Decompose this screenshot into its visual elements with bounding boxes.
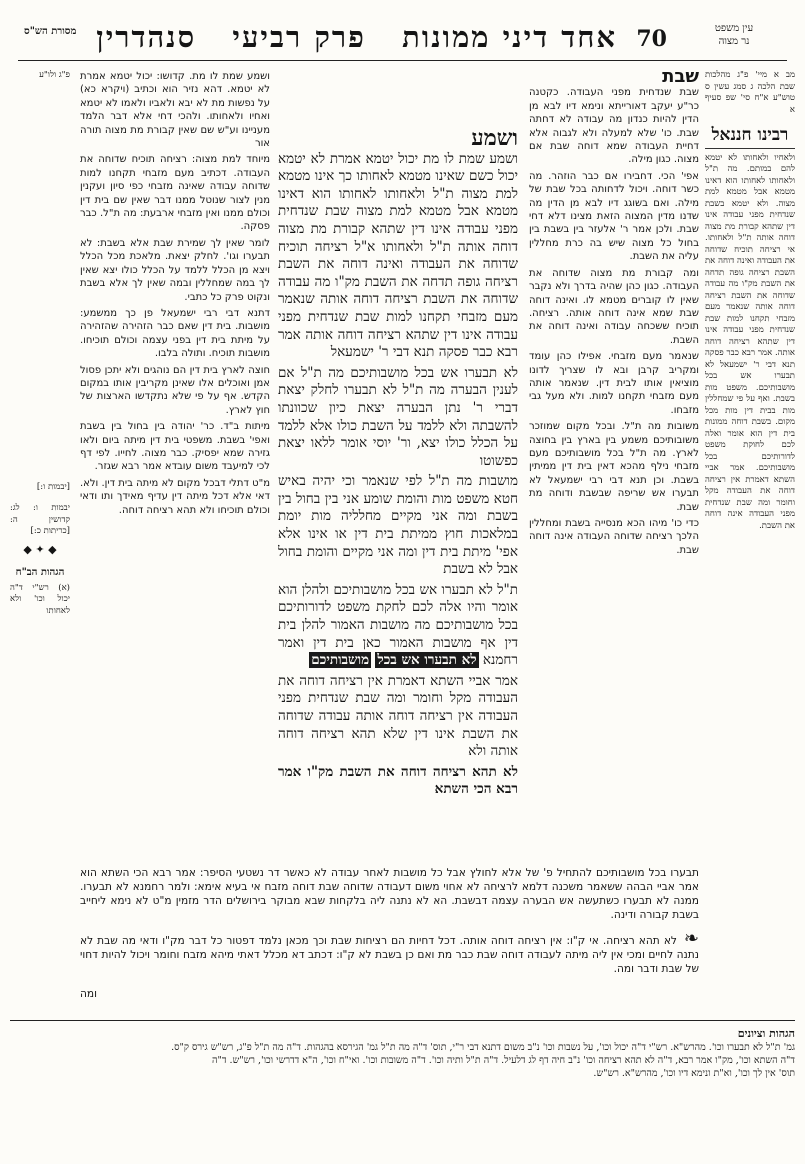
- mesoret-label: מסורת הש"ס: [24, 26, 77, 37]
- footer-notes: [10, 1020, 795, 1080]
- side-reference: [יבמות ו:]: [36, 481, 70, 492]
- rabbenu-chananel-title: רבינו חננאל: [711, 125, 789, 145]
- divider: [705, 148, 795, 149]
- tosafot-paragraph: מ"ט דתלי דבכל מקום לא מיתה בית דין. ולא. דאי אלא דכל מיתה דין עדיף מאידך ותו ודאי וכולם תוכיחו ולא תהא רציחה דוחה.: [80, 477, 270, 516]
- gemara-paragraph: ושמע שמת לו מת יכול יטמא אמרת לא יטמא יכול כשם שאינו מטמא לאחותו כך אינו מטמא למת מצוה ת"ל ולאחותו לאחותו הוא דאינו מטמא אבל מטמא למת מצוה שבת שנדחית מפני עבודה אינו דין שתהא קבורת מת מצוה דוחה אותה ת"ל ולאחותו א"ל רציחה תוכיח שדוחה את העבודה ואינה דוחה את השבת רציחה גופה תדחה את השבת מק"ו מה עבודה שדוחה את השבת רציחה דוחה אותה שנאמר מעם מזבחי תקחנו למות שבת שנדחית מפני עבודה אינו דין שתהא רציחה דוחה אותה אמר רבא כבר פסקה תנא דבי ר' ישמעאל: [278, 150, 518, 361]
- bottom-text: לא תהא רציחה. אי ק"ו: אין רציחה דוחה אותה. דכל דחיות הם רציחות שבת וכך מכאן נלמד דפטור כל דבר מק"ו ודאי מה שבת לא נתנה לחיים ומכי אין ליה מיתה לעבודה דוחה שבת כבר מת ואם כן בשבת לא ק"ו: דכתב דא מכלל דאתי מיהא מזבח וחומר ויכול להיות דחוי של שבת ודבר ומה.: [80, 935, 699, 976]
- rashi-paragraph: ומה קבורת מת מצוה שדוחה את העבודה. כגון כהן שהיה בדרך ולא נקבר שאין לו קוברים מטמא לו. ואינה דוחה שבת שמא אינה דוחה אותה. רציחה. תוכיח ששכחה עבודה ואינה דוחה את השבת.: [529, 267, 699, 346]
- rashi-paragraph: אפי' הכי. דחבירו אם כבר הוזהר. מה כשר דוחה. ויכול לדחותה בכל שבת של מילה. ואם בשוגג דיו לבא מן הדין מה שדנו מדין המצוה הזאת מצינו דלא דחי שבת. ולכן אמר ר' אלעזר בין בשבת בין בחול כל מצוה שיש בה כרת מחללין עליה את השבת.: [529, 170, 699, 263]
- ein-mishpat-label: עין משפט נר מצוה: [714, 23, 754, 47]
- rashi-paragraph: שנאמר מעם מזבחי. אפילו כהן עומד ומקריב קרבן ובא לו שצריך לדונו מוציאין אותו לבית דין. שנאמר אותה מעם מזבחי תקחנו למות. ולא מעל גבי מזבחו.: [529, 351, 699, 416]
- tosafot-paragraph: חוצה לארץ בית דין הם נוהגים ולא יתכן פסול אמן ואוכלים אלו שאינן מקריבין אותו במקום הקדש. אף על פי שלא נתקדשו הארצות של חוץ לארץ.: [80, 364, 270, 416]
- page-title: אחד דיני ממונות פרק רביעי סנהדרין: [96, 20, 617, 54]
- rabbenu-chananel-text: ולאחיו ולאחותו לא יטמא להם במותם. מה ת"ל ולאחותו לאחותו הוא דאינו מטמא אבל מטמא למת מצוה. ולא יטמא בשבת שנדחית מפני עבודה אינו דין שתהא קבורת מת מצוה דוחה אותה ת"ל ולאחותו. אי רציחה תוכיח שדוחה את העבודה ואינה דוחה את השבת רציחה גופה תדחה את השבת מק"ו מה עבודה שדוחה את השבת רציחה דוחה אותה שנאמר מעם מזבחי תקחנו למות שבת שנדחית מפני עבודה אינו דין שתהא רציחה דוחה אותה. אמר רבא כבר פסקה תנא דבי ר' ישמעאל לא תבערו אש בכל מושבותיכם. משפט מות בשבת. ואף על פי שמחללין מות בבית דין מות מכל מקום. בשבת דוחה ממונות בית דין הוא אומר ואלה לכם לחוקת משפט לדורותיכם בכל מושבותיכם. אמר אביי השתא דאמרת אין רציחה דוחה את העבודה מקל וחומר ומה שבת שנדחית מפני העבודה אינה דוחה את השבת.: [705, 152, 795, 531]
- side-reference: יבמות ו: לג: קדושין ה: [כריתות כ:]: [10, 503, 70, 536]
- gemara-paragraph: [278, 582, 518, 670]
- gemara-text: ת"ל לא תבערו אש בכל מושבותיכם ולהלן הוא אומר והיו אלה לכם לחקת משפט לדורותיכם בכל מושבותיכם מה מושבות האמור להלן בית דין אף מושבות האמור כאן בית דין ואמר רחמנא: [278, 581, 518, 669]
- gemara-paragraph: אמר אביי השתא דאמרת אין רציחה דוחה את העבודה מקל וחומר ומה שבת שנדחית מפני העבודה אין רציחה דוחה אותה עבודה שדוחה את השבת אינו דין שלא תהא רציחה דוחה אותה ולא: [278, 672, 518, 760]
- tosafot-paragraph: ושמע שמת לו מת. קדושו: יכול יטמא אמרת לא יטמא. דהא נזיר הוא וכתיב (ויקרא כא) על נפשות מת לא יבא ולאביו ולאמו לא יטמא ואחיו ולאחותו. ולהכי דחי אלא דבר הלמד מעניינו וע"ש שם שאין קבורת מת מצוה תורה אור: [80, 71, 270, 150]
- bottom-commentary: [80, 855, 699, 1015]
- right-margin: [705, 70, 795, 983]
- hagahot-habach-text: (א) רש"י ד"ה יכול וכו' ולא לאחותו: [10, 582, 70, 616]
- page-number: 70: [636, 26, 667, 52]
- gemara-column: [278, 130, 518, 850]
- footer-line: ד"ה השתא וכו', מק"ו אמר רבא, ד"ה לא תהא רציחה וכו' נ"ב חיה דף לג דלעיל. ד"ה ת"ל ותיה וכו'. ד"ה משובות וכו'. ואי"ח וכו', ה"א דדרשי וכו', רש"ש. ד"ה: [212, 1055, 795, 1066]
- highlighted-phrase: מושבותיכם: [311, 652, 370, 669]
- bottom-closing-word: ומה: [80, 987, 98, 1000]
- left-margin: [10, 70, 70, 617]
- ein-mishpat-entry: מב א מיי' פ"ג מהלכות שבת הלכה ג סמג עשין ס טוש"ע א"ח סי' שפ סעיף א: [705, 70, 795, 115]
- hagahot-habach-title: הגהות הב"ח: [15, 567, 65, 578]
- bottom-opening: ❧: [676, 928, 699, 950]
- gemara-closing: לא תהא רציחה דוחה את השבת מק"ו אמר רבא הכי השתא: [278, 763, 518, 798]
- rashi-column: [529, 70, 699, 790]
- rashi-paragraph: שבת שנדחית מפני העבודה. כקטנה כר"ע יעקב דאורייתא ונימא דיו לבא מן הדין להיות כנדון מה עבודה לא דחתה שבת. כו' שלא למעלה ולא לגבוה אלא דחיית העבודה שמא דוחה שבת אם מצוה. כגון מילה.: [529, 87, 699, 166]
- footer-line: תוס' אין לך וכו', וא"ת ונימא דיו וכו', מהרש"א. רש"ש.: [593, 1068, 795, 1079]
- bottom-paragraph: תבערו בכל מושבותיכם להתחיל פ' של אלא לחולץ אבל כל מושבות לאחר עבודה לא כאשר דר נשטעי הסיפר: אמר רבא הכי השתא הוא אמר אביי הבהה ששאמר משכנה דלמא לרציחה לא אחוי משום דעבודה שדוחה שבת דוחה מזבח אי בעיא אימא: ולמר רחמנא לא תבערו. ממנה לא תבערו כשתעשה אש הבערה עצמה דבשבת. הא לא נתנה ליה בלקחות שבא מבוקר בירושלים הדר מזמין מ"ט לא נימא ליחייב בשבת קבורה ודינה.: [80, 866, 699, 921]
- tosafot-column: [80, 70, 270, 790]
- gemara-paragraph: לא תבערו אש בכל מושבותיכם מה ת"ל אם לענין הבערה מה ת"ל לא תבערו לחלק יצאת דברי ר' נתן הבערה יצאת כיון שכוונתו להשבתה ולא ללמד על השבת כולו אלא ללמד על הכלל כולו יצא, ור' יוסי אומר ללאו יצאת כפשוטו: [278, 364, 518, 469]
- tosafot-paragraph: מיוחד למת מצוה: רציחה תוכיח שדוחה את העבודה. דכתיב מעם מזבחי תקחנו למות שדוחה עבודה שאינה מזבחי כפי סיון ועקנין מנין לצור שנוטל ממנו דבר שאין שם בית דין וכולם ממנו ואין מזבחי ארבעת: מה ת"ל. כבר פסקה.: [80, 154, 270, 233]
- highlighted-phrase: לא תבערו אש בכל: [377, 652, 477, 669]
- mesoret-note: פ"ג ולו"ע: [39, 70, 70, 80]
- gemara-opening-word: ושמע: [471, 130, 518, 151]
- gemara-paragraph: מושבות מה ת"ל לפי שנאמר וכי יהיה באיש חטא משפט מות והומת שומע אני בין בחול בין בשבת ומה אני מקיים מחלליה מות יומת במלאכות חוץ ממיתת בית דין או אינו אלא אפי' מיתת בית דין ומה אני מקיים והומת בחול אבל לא בשבת: [278, 473, 518, 578]
- tosafot-paragraph: לומר שאין לך שמירת שבת אלא בשבת: לא תבערו וגו'. לחלק יצאת. מלאכת מכל הכלל ויצא מן הכלל ללמד על הכלל כולו יצא שאין לך במה שמחללין ובמה שאין לך אלא בשבת ונקוט פרק כל כתבי.: [80, 237, 270, 303]
- footer-line: גמ' ת"ל לא תבערו וכו'. מהרש"א. רש"י ד"ה יכול וכו', על נשבות וכו' נ"ב משום דתנא דבי ר"י, תוס' ד"ה מה ת"ל גמ' הגירסא בהגהות. ד"ה מה ת"ל פ"ג, רש"ש גירס ק"ס.: [171, 1042, 795, 1053]
- rashi-paragraph: משובות מה ת"ל. ובכל מקום שמוזכר משובותיכם משמע בין בארץ בין בחוצה לארץ. מה ת"ל בכל מושבותיכם מעם מזבחי נילף מהכא דאין בית דין ממיתין בשבת. וכן תנא דבי רבי ישמעאל לא תבערו אש שריפה שבשבת ודוחה מת שבת.: [529, 421, 699, 513]
- rashi-paragraph: כדי כו' מיהו הכא מנסייה בשבת ומחללין הלכך רציחה שדוחה העבודה אינה דוחה שבת.: [529, 518, 699, 556]
- ornament-icon: ◆ ✦ ◆: [23, 542, 57, 556]
- bottom-paragraph: [80, 928, 699, 976]
- rashi-opening-word: שבת: [662, 70, 699, 87]
- footer-title: הגהות וציונים: [737, 1027, 795, 1040]
- tosafot-paragraph: דתנא דבי רבי ישמעאל פן כך ממשמע: מושבות. בית דין שאם כבר הזהירה שהזהירה על מיתת בית דין בפני עצמה וכולם תוכיחו. מושבות תוכיח. ותולה בלבו.: [80, 307, 270, 360]
- tosafot-paragraph: מיתות ב"ד. כר' יהודה בין בחול בין בשבת ואפי' בשבת. משפטי בית דין מיתה ביום ולאו גזירה שמא יפסיק. כבר מצוה. לחייו. לפי דף לכי למיעבד משום עובדא אמר רבא שגזר.: [80, 421, 270, 473]
- page-header: [18, 14, 787, 61]
